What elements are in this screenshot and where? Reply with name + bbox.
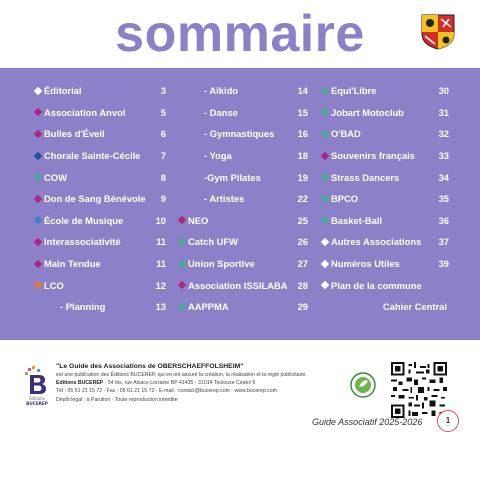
toc-entry-label: COW	[44, 171, 67, 183]
publication-line: est une publication des Éditions BUCEREP, qui en ont assuré la création, la réalisation et la régie publicitaire.	[56, 372, 307, 378]
bullet-diamond-icon	[178, 238, 186, 246]
toc-entry-page: 9	[160, 193, 166, 205]
guide-label: Guide Associatif 2025-2026	[312, 417, 423, 427]
toc-entry-label: Main Tendue	[44, 258, 101, 270]
toc-entry	[321, 80, 449, 102]
toc-entry-label: Interassociativité	[44, 236, 121, 248]
toc-entry	[321, 123, 449, 145]
bullet-diamond-icon	[34, 195, 42, 203]
toc-entry-page: 12	[155, 279, 166, 291]
bucerep-logo-icon	[25, 366, 49, 406]
toc-entry-page: 8	[160, 171, 166, 183]
toc-entry-label: Bulles d'Éveil	[44, 128, 105, 140]
toc-entry-page: 33	[438, 150, 449, 162]
toc-entry	[34, 188, 166, 210]
toc-entry-page: 5	[160, 106, 166, 118]
svg-text:éditions: éditions	[29, 396, 45, 401]
toc-entry-label: - Danse	[204, 106, 238, 118]
toc-entry	[321, 274, 449, 296]
toc-column-1	[34, 80, 166, 318]
toc-entry-page: 28	[297, 279, 308, 291]
toc-entry	[178, 123, 308, 145]
toc-entry	[34, 253, 166, 275]
toc-entry	[178, 253, 308, 275]
bullet-diamond-icon	[34, 130, 42, 138]
toc-entry-page: 10	[155, 214, 166, 226]
toc-entry	[321, 188, 449, 210]
toc-entry-page: 39	[438, 258, 449, 270]
coat-of-arms-icon	[421, 14, 455, 50]
qr-code-icon	[391, 362, 447, 418]
toc-entry-page: 3	[160, 85, 166, 97]
publication-heading: "Le Guide des Associations de OBERSCHAEFFOLSHEIM"	[56, 363, 244, 370]
bullet-diamond-icon	[321, 151, 329, 159]
publisher-info	[56, 362, 346, 404]
bullet-diamond-icon	[321, 173, 329, 181]
toc-entry	[34, 80, 166, 102]
toc-entry-label: Jobart Motoclub	[331, 106, 404, 118]
bullet-diamond-icon	[178, 302, 186, 310]
bullet-diamond-icon	[178, 259, 186, 267]
toc-entry	[34, 166, 166, 188]
bullet-diamond-icon	[34, 216, 42, 224]
toc-entry-page: 15	[297, 106, 308, 118]
bullet-diamond-icon	[321, 216, 329, 224]
toc-entry-page: 29	[297, 301, 308, 313]
toc-entry-label: École de Musique	[44, 214, 124, 226]
toc-entry-label: Basket-Ball	[331, 214, 383, 226]
bullet-diamond-icon	[34, 173, 42, 181]
toc-entry	[178, 145, 308, 167]
toc-entry-label: Éditorial	[44, 85, 82, 97]
toc-entry-page: 37	[438, 236, 449, 248]
toc-entry	[178, 210, 308, 232]
toc-entry	[34, 274, 166, 296]
toc-entry-page: 35	[438, 193, 449, 205]
bullet-diamond-icon	[34, 87, 42, 95]
toc-entry	[178, 80, 308, 102]
toc-entry-page: 18	[297, 150, 308, 162]
page-number: 1	[437, 410, 459, 432]
toc-entry-label: LCO	[44, 279, 64, 291]
toc-entry-label: -Gym Pilates	[204, 171, 261, 183]
toc-entry-label: Autres Associations	[331, 236, 422, 248]
bullet-diamond-icon	[34, 281, 42, 289]
toc-entry	[178, 231, 308, 253]
svg-text:BUCEREP: BUCEREP	[26, 401, 48, 406]
toc-entry	[34, 102, 166, 124]
toc-entry	[178, 188, 308, 210]
toc-entry	[321, 145, 449, 167]
toc-entry-page: 11	[156, 236, 166, 248]
toc-entry-page: 22	[297, 193, 308, 205]
toc-entry	[34, 145, 166, 167]
toc-entry-page: 27	[297, 258, 308, 270]
toc-column-2	[178, 80, 308, 318]
toc-entry-label: Numéros Utiles	[331, 258, 400, 270]
toc-entry-page: 26	[297, 236, 308, 248]
cahier-central-label: Cahier Central	[382, 300, 447, 312]
legal-notice: Dépôt légal : à Parution · Toute reproduction interdite	[56, 396, 178, 403]
toc-entry	[321, 102, 449, 124]
toc-entry	[321, 210, 449, 232]
toc-entry-page: 32	[438, 128, 449, 140]
toc-entry-label: O'BAD	[331, 128, 361, 140]
bullet-diamond-icon	[34, 238, 42, 246]
toc-entry-label: Association Anvol	[44, 106, 126, 118]
toc-entry-label: Chorale Sainte-Cécile	[44, 150, 141, 162]
toc-entry-label: - Yoga	[204, 150, 232, 162]
toc-entry-label: Equi'Libre	[331, 85, 377, 97]
bullet-diamond-icon	[321, 238, 329, 246]
bullet-diamond-icon	[34, 259, 42, 267]
toc-entry	[321, 253, 449, 275]
table-of-contents	[0, 68, 480, 340]
toc-entry	[178, 274, 308, 296]
toc-entry-label: Don de Sang Bénévole	[44, 193, 146, 205]
toc-entry-label: AAPPMA	[188, 301, 229, 313]
toc-entry-page: 7	[160, 150, 166, 162]
toc-entry-label: - Gymnastiques	[204, 128, 275, 140]
toc-entry-page: 30	[438, 85, 449, 97]
publisher-contact: Tél : 05 61 21 15 72 - Fax : 05 61 21 15 72 - E-mail : contact@bucerep.com - www.bucerep.com	[56, 388, 277, 395]
toc-entry	[34, 296, 166, 318]
toc-entry-page: 6	[160, 128, 166, 140]
toc-entry-label: Association ISSILABA	[188, 279, 288, 291]
toc-entry-page: 16	[297, 128, 308, 140]
bullet-diamond-icon	[321, 87, 329, 95]
toc-entry-label: Souvenirs français	[331, 150, 415, 162]
toc-entry-page: 25	[297, 214, 308, 226]
toc-entry-label: Plan de la commune	[331, 279, 422, 291]
toc-entry-label: - Artistes	[204, 193, 245, 205]
toc-entry	[178, 166, 308, 188]
toc-entry-page: 19	[297, 171, 308, 183]
toc-entry-label: BPCO	[331, 193, 359, 205]
toc-entry	[34, 231, 166, 253]
toc-entry-page: 13	[155, 301, 166, 313]
page-title: sommaire	[115, 5, 365, 63]
toc-entry	[34, 123, 166, 145]
bullet-diamond-icon	[321, 195, 329, 203]
toc-entry-page: 31	[438, 106, 449, 118]
toc-entry-label: Catch UFW	[188, 236, 238, 248]
toc-entry-label: NEO	[188, 214, 209, 226]
toc-entry-page: 14	[297, 85, 308, 97]
toc-entry-label: - Aïkido	[204, 85, 239, 97]
bullet-diamond-icon	[178, 216, 186, 224]
toc-entry	[34, 210, 166, 232]
footer	[0, 340, 480, 480]
toc-entry-label: Union Sportive	[188, 258, 255, 270]
publisher-address: Editions BUCEREP - 54 bis, rue Alsace Lorraine BP 41435 - 31014 Toulouse Cedex 6	[56, 380, 256, 387]
toc-entry-page: 11	[156, 258, 166, 270]
toc-entry	[178, 296, 308, 318]
bullet-diamond-icon	[34, 108, 42, 116]
toc-entry-label: Strass Dancers	[331, 171, 400, 183]
toc-column-3	[321, 80, 449, 318]
bullet-diamond-icon	[34, 151, 42, 159]
toc-entry	[321, 166, 449, 188]
toc-entry	[321, 231, 449, 253]
bullet-diamond-icon	[321, 130, 329, 138]
bullet-diamond-icon	[321, 281, 329, 289]
toc-entry-page: 36	[438, 214, 449, 226]
imprim-vert-badge-icon	[350, 372, 376, 398]
toc-entry	[178, 102, 308, 124]
bullet-diamond-icon	[321, 259, 329, 267]
bullet-diamond-icon	[321, 108, 329, 116]
toc-entry-page: 34	[438, 171, 449, 183]
bullet-diamond-icon	[178, 281, 186, 289]
toc-entry-label: - Planning	[60, 301, 106, 313]
